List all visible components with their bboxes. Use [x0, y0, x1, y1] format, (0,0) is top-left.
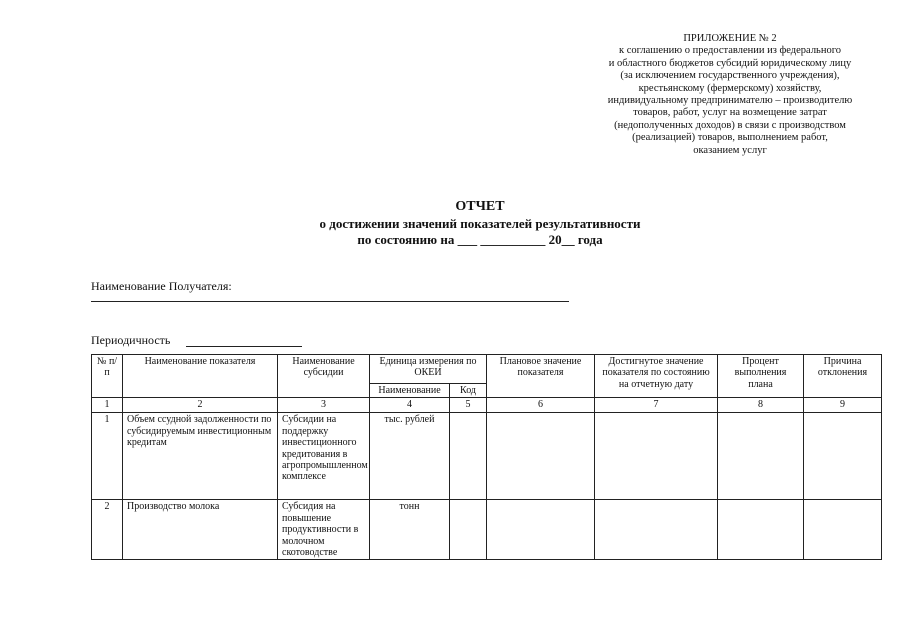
- appendix-line: к соглашению о предоставлении из федерального: [618, 45, 842, 57]
- column-number: 1: [92, 398, 123, 413]
- row-subsidy: Субсидия на повышение продуктивности в молочном скотоводстве: [278, 500, 370, 560]
- header-reason: Причина отклонения: [804, 355, 882, 398]
- column-number: 9: [804, 398, 882, 413]
- column-number: 8: [718, 398, 804, 413]
- title-line-2: о достижении значений показателей результативности: [319, 215, 641, 231]
- header-plan: Плановое значение показателя: [487, 355, 595, 398]
- header-indicator: Наименование показателя: [123, 355, 278, 398]
- column-number: 3: [278, 398, 370, 413]
- row-unit-name: тонн: [370, 500, 450, 560]
- table-row: [92, 500, 882, 560]
- row-percent: [718, 500, 804, 560]
- column-number-row: [92, 398, 882, 413]
- row-unit-code: [450, 413, 487, 500]
- appendix-line: и областного бюджетов субсидий юридическому лицу: [608, 57, 852, 69]
- row-num: 2: [92, 500, 123, 560]
- row-unit-name: тыс. рублей: [370, 413, 450, 500]
- row-indicator: Объем ссудной задолженности по субсидируемым инвестиционным кредитам: [123, 413, 278, 500]
- row-plan: [487, 413, 595, 500]
- row-indicator: Производство молока: [123, 500, 278, 560]
- row-achieved: [595, 413, 718, 500]
- appendix-line: оказанием услуг: [693, 144, 767, 156]
- column-number: 6: [487, 398, 595, 413]
- appendix-line: индивидуальному предпринимателю – производителю: [607, 95, 853, 107]
- row-num: 1: [92, 413, 123, 500]
- title-line-1: ОТЧЕТ: [455, 199, 505, 214]
- row-reason: [804, 500, 882, 560]
- appendix-line: (за исключением государственного учреждения),: [620, 70, 840, 82]
- header-percent: Процент выполнения плана: [718, 355, 804, 398]
- recipient-label: Наименование Получателя:: [91, 279, 232, 293]
- appendix-line: товаров, работ, услуг на возмещение затрат: [633, 107, 827, 119]
- row-unit-code: [450, 500, 487, 560]
- column-number: 7: [595, 398, 718, 413]
- row-achieved: [595, 500, 718, 560]
- row-subsidy: Субсидии на поддержку инвестиционного кредитования в агропромышленном комплексе: [278, 413, 370, 500]
- appendix-line: (недополученных доходов) в связи с производством: [614, 119, 846, 131]
- column-number: 5: [450, 398, 487, 413]
- header-achieved: Достигнутое значение показателя по состоянию на отчетную дату: [595, 355, 718, 398]
- header-unit-code: Код: [450, 384, 487, 398]
- table-header-row: [92, 355, 882, 384]
- results-table: [91, 354, 882, 560]
- header-num: № п/п: [92, 355, 123, 398]
- appendix-header: [575, 33, 885, 157]
- periodicity-label: Периодичность: [91, 333, 171, 347]
- header-unit-name: Наименование: [370, 384, 450, 398]
- row-percent: [718, 413, 804, 500]
- appendix-line: ПРИЛОЖЕНИЕ № 2: [683, 33, 777, 44]
- header-subsidy: Наименование субсидии: [278, 355, 370, 398]
- table-row: [92, 413, 882, 500]
- appendix-line: (реализацией) товаров, выполнением работ,: [632, 132, 828, 144]
- recipient-fill-line: [91, 301, 569, 302]
- row-plan: [487, 500, 595, 560]
- column-number: 2: [123, 398, 278, 413]
- header-unit: Единица измерения по ОКЕИ: [370, 355, 487, 384]
- column-number: 4: [370, 398, 450, 413]
- report-title: [230, 199, 730, 249]
- appendix-line: крестьянскому (фермерскому) хозяйству,: [638, 82, 822, 94]
- periodicity-fill-line: [186, 346, 302, 347]
- row-reason: [804, 413, 882, 500]
- title-line-3: по состоянию на ___ __________ 20__ года: [357, 232, 603, 247]
